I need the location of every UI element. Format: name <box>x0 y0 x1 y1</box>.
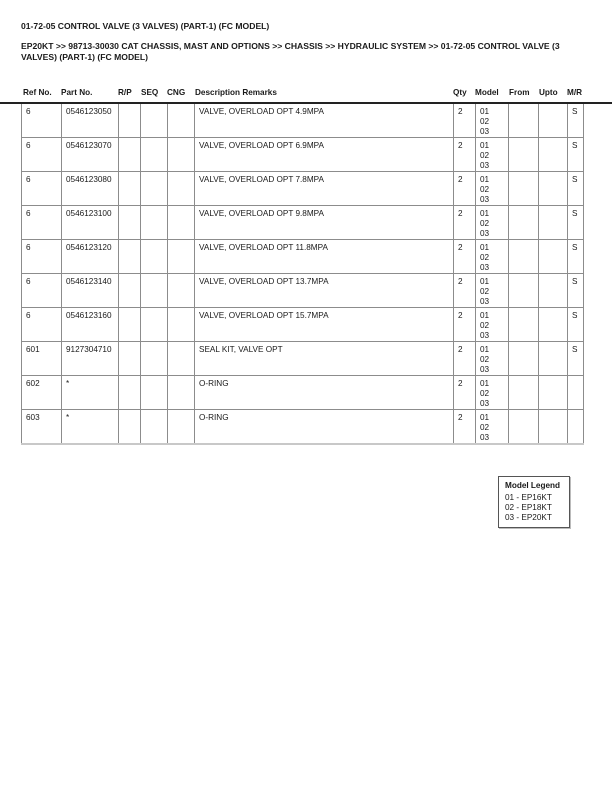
column-header-upto: Upto <box>539 88 558 97</box>
model-legend-entry: 01 - EP16KT <box>505 493 552 502</box>
mr-cell: S <box>568 308 584 342</box>
rp-cell <box>119 274 141 308</box>
breadcrumb: EP20KT >> 98713-30030 CAT CHASSIS, MAST AND OPTIONS >> CHASSIS >> HYDRAULIC SYSTEM >> 01-72-05 CONTROL VALVE (3 VALVES) (PART-1) (FC MODEL) <box>21 41 560 62</box>
model-code: 03 <box>480 161 490 170</box>
from-cell <box>509 342 539 376</box>
cng-cell <box>168 206 195 240</box>
qty-cell: 2 <box>454 308 476 342</box>
qty-cell: 2 <box>454 342 476 376</box>
from-cell <box>509 308 539 342</box>
rp-cell <box>119 342 141 376</box>
table-row <box>22 274 584 308</box>
cng-cell <box>168 308 195 342</box>
description-cell: VALVE, OVERLOAD OPT 11.8MPA <box>195 240 454 274</box>
cng-cell <box>168 274 195 308</box>
model-code: 02 <box>480 253 490 262</box>
model-code: 03 <box>480 331 490 340</box>
model-code: 01 <box>480 413 490 422</box>
column-header-seq: SEQ <box>141 88 159 97</box>
qty-cell: 2 <box>454 206 476 240</box>
column-header-qty: Qty <box>453 88 467 97</box>
model-code: 03 <box>480 229 490 238</box>
part-no-cell: 0546123160 <box>62 308 119 342</box>
qty-cell: 2 <box>454 138 476 172</box>
description-cell: VALVE, OVERLOAD OPT 6.9MPA <box>195 138 454 172</box>
ref-no-cell: 6 <box>22 274 62 308</box>
model-code: 01 <box>480 243 490 252</box>
model-code: 01 <box>480 141 490 150</box>
cng-cell <box>168 172 195 206</box>
from-cell <box>509 376 539 410</box>
description-cell: VALVE, OVERLOAD OPT 15.7MPA <box>195 308 454 342</box>
model-code: 03 <box>480 399 490 408</box>
description-cell: SEAL KIT, VALVE OPT <box>195 342 454 376</box>
ref-no-cell: 603 <box>22 410 62 445</box>
table-row <box>22 342 584 376</box>
upto-cell <box>539 308 568 342</box>
upto-cell <box>539 240 568 274</box>
mr-cell: S <box>568 172 584 206</box>
seq-cell <box>141 342 168 376</box>
part-no-cell: 0546123080 <box>62 172 119 206</box>
description-cell: VALVE, OVERLOAD OPT 7.8MPA <box>195 172 454 206</box>
mr-cell <box>568 376 584 410</box>
part-no-cell: 0546123050 <box>62 104 119 138</box>
seq-cell <box>141 138 168 172</box>
seq-cell <box>141 410 168 445</box>
from-cell <box>509 172 539 206</box>
cng-cell <box>168 138 195 172</box>
mr-cell: S <box>568 274 584 308</box>
cng-cell <box>168 240 195 274</box>
model-cell <box>476 410 509 445</box>
part-no-cell: 0546123140 <box>62 274 119 308</box>
qty-cell: 2 <box>454 172 476 206</box>
rp-cell <box>119 104 141 138</box>
from-cell <box>509 274 539 308</box>
model-code: 03 <box>480 263 490 272</box>
ref-no-cell: 6 <box>22 104 62 138</box>
page-title: 01-72-05 CONTROL VALVE (3 VALVES) (PART-1) (FC MODEL) <box>21 21 270 31</box>
model-code: 01 <box>480 345 490 354</box>
part-no-cell: 0546123100 <box>62 206 119 240</box>
ref-no-cell: 601 <box>22 342 62 376</box>
model-cell <box>476 138 509 172</box>
upto-cell <box>539 274 568 308</box>
model-code: 03 <box>480 297 490 306</box>
model-code: 02 <box>480 219 490 228</box>
column-header-row <box>0 88 612 100</box>
column-header-model: Model <box>475 88 499 97</box>
seq-cell <box>141 308 168 342</box>
model-cell <box>476 274 509 308</box>
column-header-cng: CNG <box>167 88 186 97</box>
model-legend-entry: 03 - EP20KT <box>505 513 552 522</box>
part-no-cell: * <box>62 376 119 410</box>
cng-cell <box>168 104 195 138</box>
table-row <box>22 172 584 206</box>
from-cell <box>509 206 539 240</box>
upto-cell <box>539 206 568 240</box>
model-code: 02 <box>480 117 490 126</box>
model-code: 03 <box>480 365 490 374</box>
description-cell: VALVE, OVERLOAD OPT 9.8MPA <box>195 206 454 240</box>
model-code: 01 <box>480 277 490 286</box>
ref-no-cell: 6 <box>22 172 62 206</box>
mr-cell: S <box>568 342 584 376</box>
model-code: 01 <box>480 107 490 116</box>
column-header-from: From <box>509 88 530 97</box>
ref-no-cell: 6 <box>22 240 62 274</box>
cng-cell <box>168 410 195 445</box>
qty-cell: 2 <box>454 240 476 274</box>
model-legend-title: Model Legend <box>505 481 561 490</box>
upto-cell <box>539 376 568 410</box>
description-cell: O-RING <box>195 410 454 445</box>
column-header-mr: M/R <box>567 88 583 97</box>
rp-cell <box>119 206 141 240</box>
model-cell <box>476 342 509 376</box>
rp-cell <box>119 308 141 342</box>
from-cell <box>509 104 539 138</box>
model-code: 03 <box>480 195 490 204</box>
mr-cell: S <box>568 240 584 274</box>
parts-table <box>21 104 584 445</box>
model-code: 02 <box>480 151 490 160</box>
model-legend-entry: 02 - EP18KT <box>505 503 552 512</box>
model-code: 01 <box>480 209 490 218</box>
model-code: 03 <box>480 433 490 442</box>
part-no-cell: 9127304710 <box>62 342 119 376</box>
seq-cell <box>141 376 168 410</box>
model-code: 02 <box>480 287 490 296</box>
upto-cell <box>539 138 568 172</box>
description-cell: VALVE, OVERLOAD OPT 4.9MPA <box>195 104 454 138</box>
ref-no-cell: 6 <box>22 206 62 240</box>
model-cell <box>476 240 509 274</box>
qty-cell: 2 <box>454 410 476 445</box>
column-header-ref-no: Ref No. <box>23 88 52 97</box>
description-cell: VALVE, OVERLOAD OPT 13.7MPA <box>195 274 454 308</box>
column-header-rp: R/P <box>118 88 132 97</box>
part-no-cell: 0546123120 <box>62 240 119 274</box>
upto-cell <box>539 342 568 376</box>
upto-cell <box>539 104 568 138</box>
qty-cell: 2 <box>454 274 476 308</box>
seq-cell <box>141 104 168 138</box>
seq-cell <box>141 274 168 308</box>
upto-cell <box>539 172 568 206</box>
rp-cell <box>119 138 141 172</box>
rp-cell <box>119 376 141 410</box>
model-code: 01 <box>480 379 490 388</box>
model-cell <box>476 376 509 410</box>
model-legend <box>498 476 570 528</box>
ref-no-cell: 6 <box>22 308 62 342</box>
upto-cell <box>539 410 568 445</box>
model-code: 02 <box>480 321 490 330</box>
table-row <box>22 206 584 240</box>
model-code: 02 <box>480 423 490 432</box>
model-code: 03 <box>480 127 490 136</box>
part-no-cell: * <box>62 410 119 445</box>
ref-no-cell: 602 <box>22 376 62 410</box>
seq-cell <box>141 240 168 274</box>
rp-cell <box>119 172 141 206</box>
part-no-cell: 0546123070 <box>62 138 119 172</box>
model-code: 02 <box>480 389 490 398</box>
table-row <box>22 308 584 342</box>
ref-no-cell: 6 <box>22 138 62 172</box>
cng-cell <box>168 376 195 410</box>
rp-cell <box>119 240 141 274</box>
cng-cell <box>168 342 195 376</box>
mr-cell: S <box>568 104 584 138</box>
table-row <box>22 138 584 172</box>
model-cell <box>476 206 509 240</box>
column-header-part-no: Part No. <box>61 88 93 97</box>
table-row <box>22 240 584 274</box>
model-cell <box>476 172 509 206</box>
model-code: 02 <box>480 185 490 194</box>
from-cell <box>509 240 539 274</box>
from-cell <box>509 410 539 445</box>
seq-cell <box>141 172 168 206</box>
model-cell <box>476 308 509 342</box>
mr-cell: S <box>568 138 584 172</box>
table-row <box>22 104 584 138</box>
qty-cell: 2 <box>454 376 476 410</box>
model-code: 01 <box>480 175 490 184</box>
table-row <box>22 376 584 410</box>
mr-cell: S <box>568 206 584 240</box>
mr-cell <box>568 410 584 445</box>
model-cell <box>476 104 509 138</box>
seq-cell <box>141 206 168 240</box>
qty-cell: 2 <box>454 104 476 138</box>
description-cell: O-RING <box>195 376 454 410</box>
from-cell <box>509 138 539 172</box>
model-code: 01 <box>480 311 490 320</box>
model-code: 02 <box>480 355 490 364</box>
column-header-description: Description Remarks <box>195 88 277 97</box>
table-row <box>22 410 584 445</box>
rp-cell <box>119 410 141 445</box>
